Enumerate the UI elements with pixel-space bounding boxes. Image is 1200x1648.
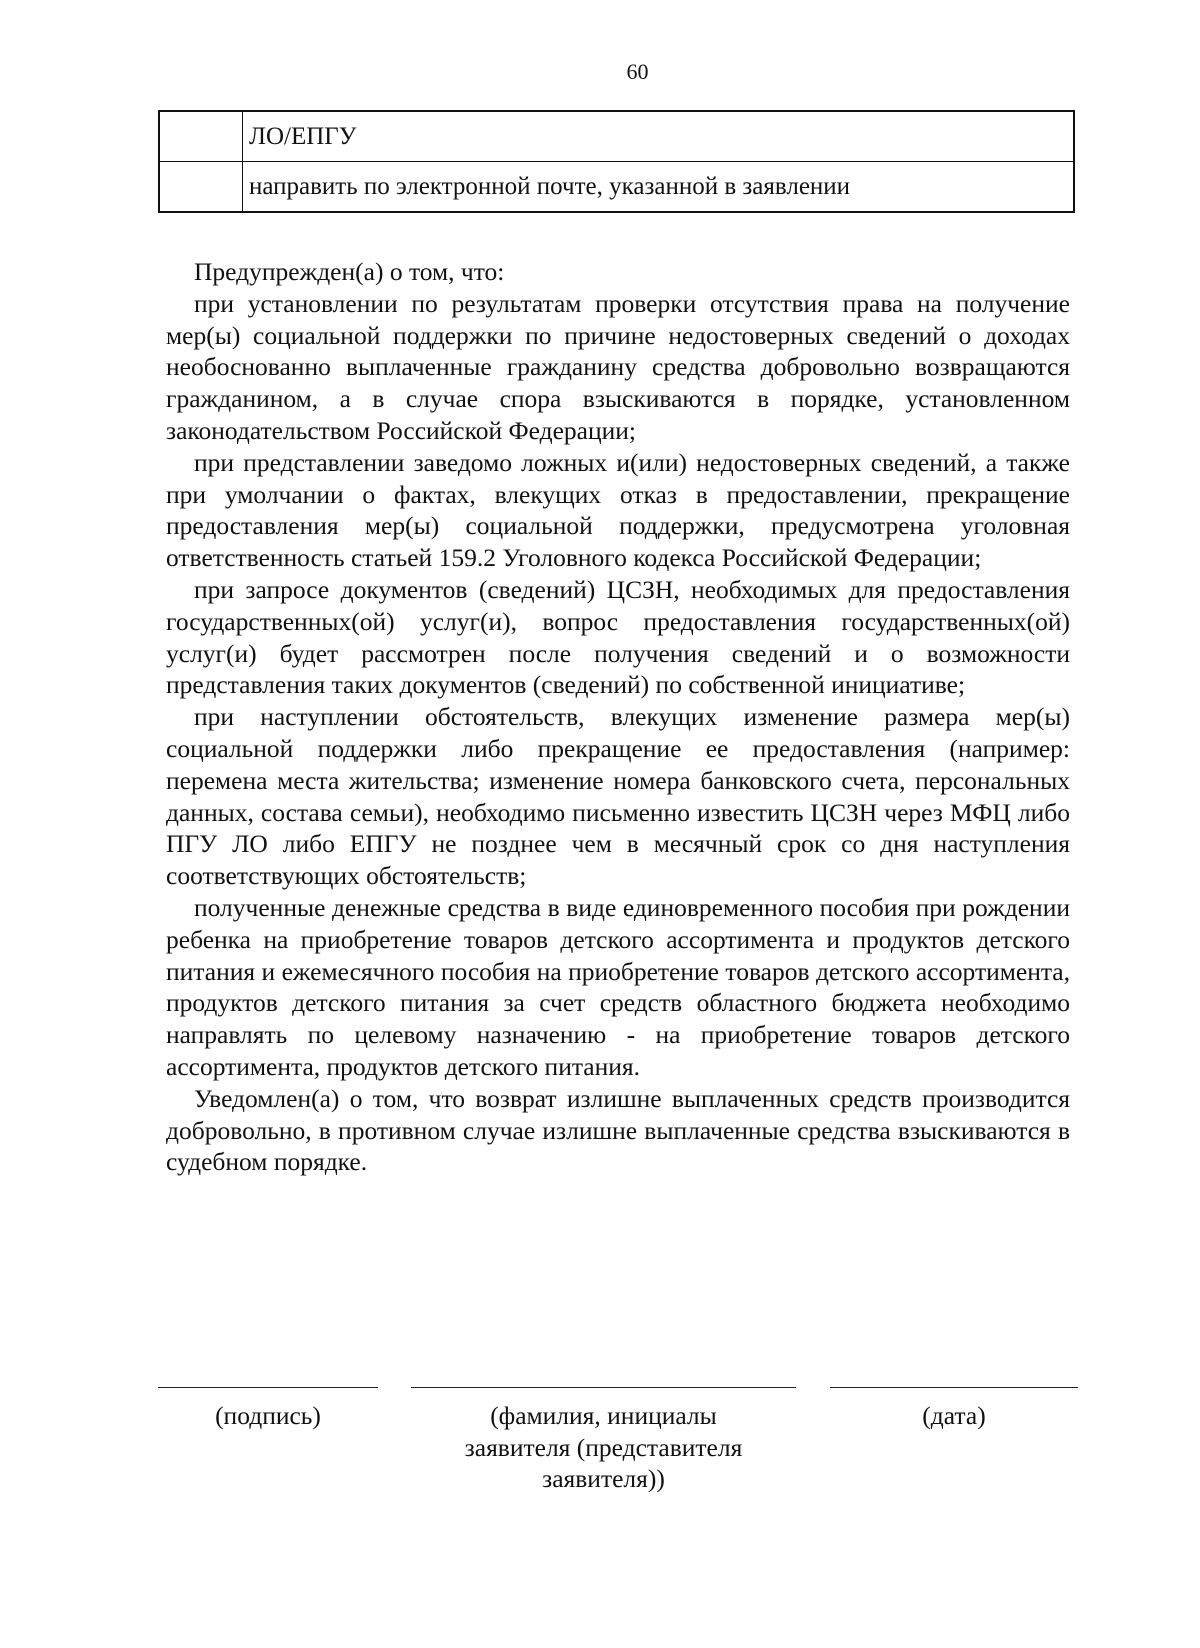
option-label: направить по электронной почте, указанной в заявлении [243,162,1075,213]
warning-paragraph: при представлении заведомо ложных и(или) недостоверных сведений, а также при умолчании о фактах, влекущих отказ в предоставлении, прекращение предоставления мер(ы) социальной поддержки, предусмотрена уголовная ответственность статьей 159.2 Уголовного кодекса Российской Федерации; [166,447,1070,573]
warning-paragraph: при наступлении обстоятельств, влекущих изменение размера мер(ы) социальной поддержки либо прекращение ее предоставления (например: перемена места жительства; изменение номера банковского счета, персональных данных, состава семьи), необходимо письменно известить ЦСЗН через МФЦ либо ПГУ ЛО либо ЕПГУ не позднее чем в месячный срок со дня наступления соответствующих обстоятельств; [166,702,1070,891]
table-row [159,162,1074,213]
warning-paragraph: при установлении по результатам проверки отсутствия права на получение мер(ы) социальной поддержки по причине недостоверных сведений о доходах необоснованно выплаченные гражданину средства добровольно возвращаются гражданином, а в случае спора взыскиваются в порядке, установленном законодательством Российской Федерации; [166,288,1070,445]
page-number: 60 [626,59,649,84]
table-row [159,111,1074,162]
option-checkbox-cell[interactable] [159,111,243,162]
warning-section [166,256,1070,1178]
delivery-options-table [158,110,1075,213]
option-checkbox-cell[interactable] [159,162,243,213]
name-caption-line: заявителя (представителя [464,1432,743,1462]
warning-paragraph: при запросе документов (сведений) ЦСЗН, необходимых для предоставления государственных(ой) услуг(и), вопрос предоставления государственных(ой) услуг(и) будет рассмотрен после получения сведений и о возможности представления таких документов (сведений) по собственной инициативе; [166,574,1070,700]
signature-line[interactable] [158,1387,378,1388]
date-caption: (дата) [922,1401,986,1430]
name-caption-line: (фамилия, инициалы [490,1401,717,1430]
name-caption-line: заявителя)) [542,1464,665,1493]
warning-paragraph: полученные денежные средства в виде единовременного пособия при рождении ребенка на приобретение товаров детского ассортимента и продуктов детского питания и ежемесячного пособия на приобретение товаров детского ассортимента, продуктов детского питания за счет средств областного бюджета необходимо направлять по целевому назначению - на приобретение товаров детского ассортимента, продуктов детского питания. [166,892,1070,1081]
name-caption [411,1400,796,1495]
date-line[interactable] [830,1387,1078,1388]
option-label: ЛО/ЕПГУ [243,111,1075,162]
warning-heading: Предупрежден(а) о том, что: [194,257,505,286]
name-line[interactable] [411,1387,796,1388]
signature-caption: (подпись) [215,1401,321,1430]
notice-paragraph: Уведомлен(а) о том, что возврат излишне выплаченных средств производится добровольно, в противном случае излишне выплаченные средства взыскиваются в судебном порядке. [166,1083,1070,1177]
